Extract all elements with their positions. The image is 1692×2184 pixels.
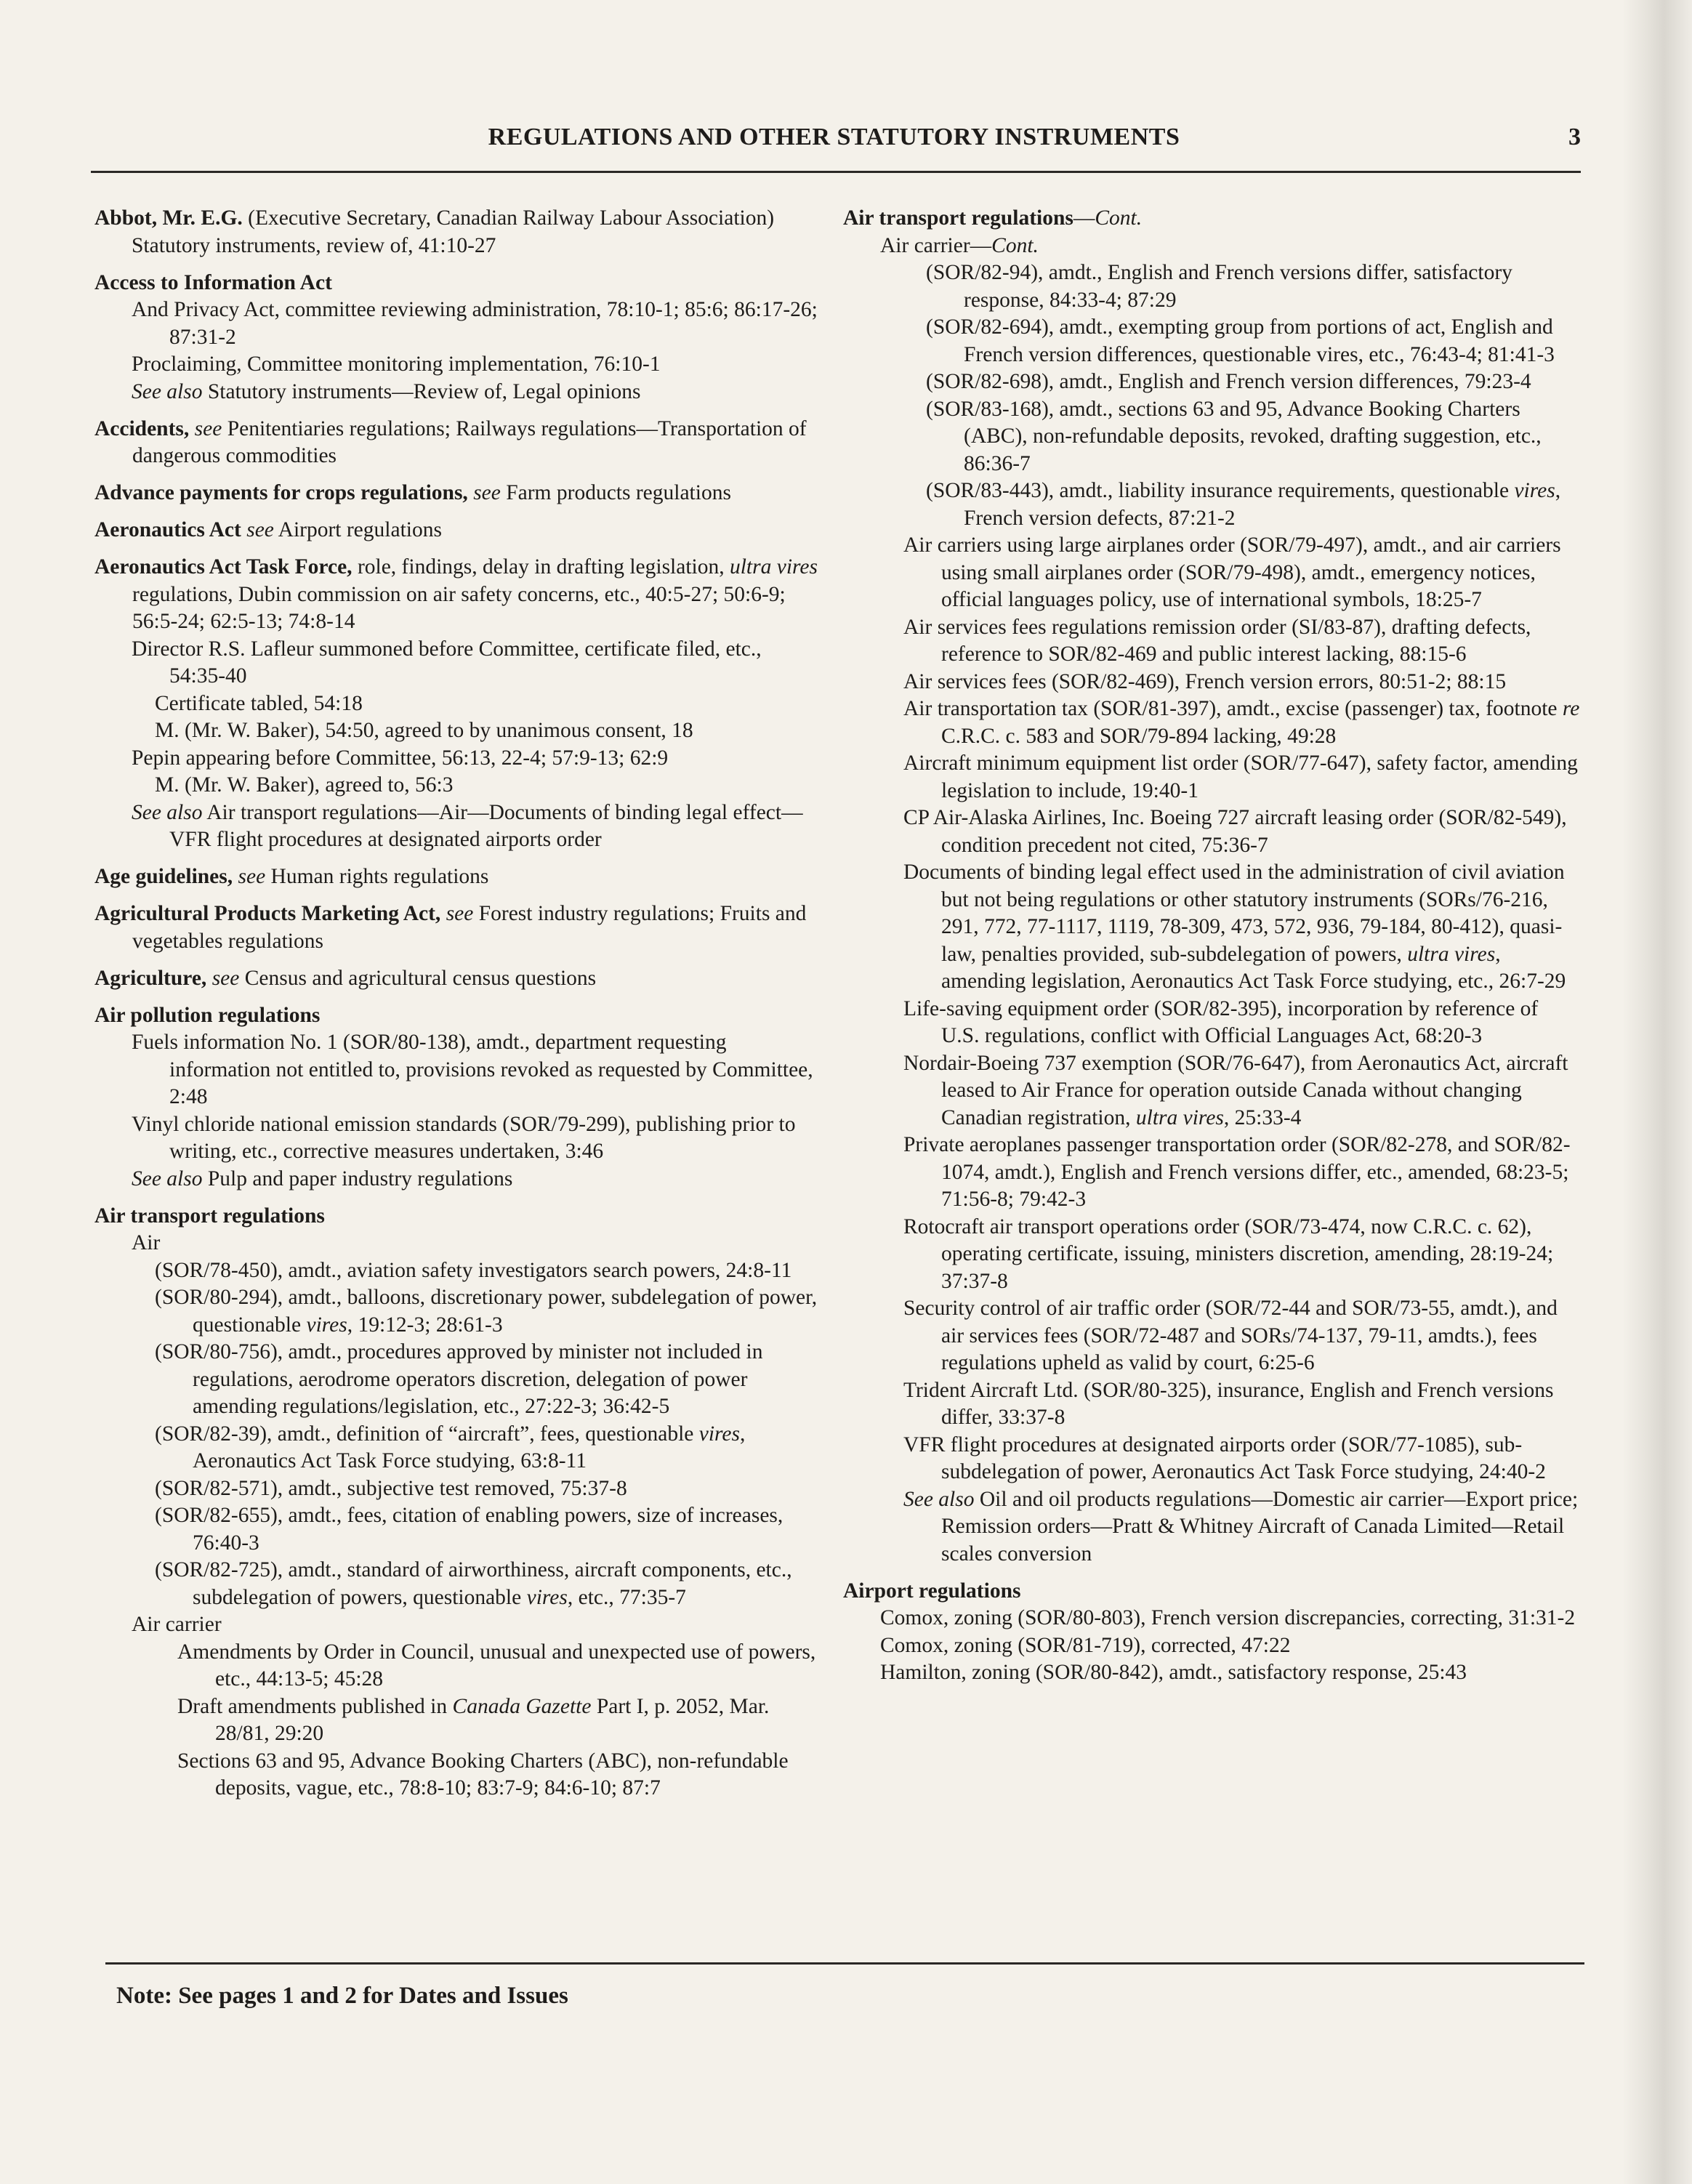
footer-note: Note: See pages 1 and 2 for Dates and Issues xyxy=(116,1983,568,2009)
index-entry xyxy=(94,1002,821,1193)
index-entry xyxy=(843,1578,1581,1687)
index-subentry: See also Oil and oil products regulations—Domestic air carrier—Export price; Remission orders—Pratt & Whitney Aircraft of Canada Limited—Retail scales conversion xyxy=(903,1487,1579,1566)
index-entry xyxy=(94,270,821,406)
index-subentry: (SOR/82-655), amdt., fees, citation of enabling powers, size of increases, 76:40-3 xyxy=(155,1504,783,1555)
index-entry xyxy=(94,480,821,507)
index-subentry: Certificate tabled, 54:18 xyxy=(155,691,363,715)
index-subentry: CP Air-Alaska Airlines, Inc. Boeing 727 aircraft leasing order (SOR/82-549), condition precedent not cited, 75:36-7 xyxy=(903,806,1567,857)
index-subentry: (SOR/83-443), amdt., liability insurance requirements, questionable vires, French version defects, 87:21-2 xyxy=(926,479,1561,530)
page-title: REGULATIONS AND OTHER STATUTORY INSTRUMENTS xyxy=(488,124,1180,150)
index-subentry: VFR flight procedures at designated airports order (SOR/77-1085), sub-subdelegation of power, Aeronautics Act Task Force studying, 24:40-2 xyxy=(903,1433,1546,1483)
index-subentry: Nordair-Boeing 737 exemption (SOR/76-647), from Aeronautics Act, aircraft leased to Air France for operation outside Canada without changing Canadian registration, ultra vires, 25:33-4 xyxy=(903,1051,1568,1129)
index-column-right xyxy=(843,205,1581,1696)
binding-gutter xyxy=(1622,0,1692,2184)
index-subentry: Air carrier xyxy=(132,1613,222,1636)
page-number: 3 xyxy=(1568,124,1581,150)
index-subentry: Air carrier—Cont. xyxy=(880,233,1039,257)
index-subentry: Pepin appearing before Committee, 56:13, 22-4; 57:9-13; 62:9 xyxy=(132,746,669,770)
index-entry xyxy=(94,517,821,544)
index-subentry: Air services fees regulations remission order (SI/83-87), drafting defects, reference to SOR/82-469 and public interest lacking, 88:15-6 xyxy=(903,615,1531,666)
index-entry xyxy=(94,205,821,259)
index-subentry: (SOR/83-168), amdt., sections 63 and 95, Advance Booking Charters (ABC), non-refundable deposits, revoked, drafting suggestion, etc., 86:36-7 xyxy=(926,397,1542,475)
running-header xyxy=(87,124,1581,167)
index-subentry: Statutory instruments, review of, 41:10-27 xyxy=(132,233,496,257)
index-subentry: Amendments by Order in Council, unusual and unexpected use of powers, etc., 44:13-5; 45:28 xyxy=(177,1640,816,1691)
index-heading: Age guidelines, see Human rights regulations xyxy=(94,865,489,888)
index-heading: Access to Information Act xyxy=(94,270,332,294)
index-subentry: (SOR/82-94), amdt., English and French versions differ, satisfactory response, 84:33-4; 87:29 xyxy=(926,261,1512,312)
index-subentry: Director R.S. Lafleur summoned before Committee, certificate filed, etc., 54:35-40 xyxy=(132,637,762,688)
index-subentry: (SOR/82-725), amdt., standard of airworthiness, aircraft components, etc., subdelegation of powers, questionable vires, etc., 77:35-7 xyxy=(155,1558,792,1609)
index-subentry: Fuels information No. 1 (SOR/80-138), amdt., department requesting information not entitled to, provisions revoked as requested by Committee, 2:48 xyxy=(132,1031,813,1108)
index-subentry: See also Air transport regulations—Air—Documents of binding legal effect—VFR flight procedures at designated airports order xyxy=(132,800,803,851)
index-subentry: Documents of binding legal effect used in the administration of civil aviation but not being regulations or other statutory instruments (SORs/76-216, 291, 772, 77-1117, 1119, 78-309, 473, 572, 936, 79-184, 80-412), quasi-law, penalties provided, sub-subdelegation of powers, ultra vires, amending legislation, Aeronautics Act Task Force studying, etc., 26:7-29 xyxy=(903,861,1566,993)
index-subentry: Private aeroplanes passenger transportation order (SOR/82-278, and SOR/82-1074, amdt.), English and French versions differ, etc., amended, 68:23-5; 71:56-8; 79:42-3 xyxy=(903,1133,1571,1211)
index-subentry: (SOR/82-571), amdt., subjective test removed, 75:37-8 xyxy=(155,1476,627,1500)
index-subentry: Trident Aircraft Ltd. (SOR/80-325), insurance, English and French versions differ, 33:37-8 xyxy=(903,1378,1554,1429)
index-heading: Agricultural Products Marketing Act, see Forest industry regulations; Fruits and vegetables regulations xyxy=(94,902,807,953)
index-subentry: Draft amendments published in Canada Gazette Part I, p. 2052, Mar. 28/81, 29:20 xyxy=(177,1694,770,1745)
index-heading: Accidents, see Penitentiaries regulations; Railways regulations—Transportation of dangerous commodities xyxy=(94,416,807,467)
index-heading: Airport regulations xyxy=(843,1579,1021,1603)
index-subentry: Comox, zoning (SOR/80-803), French version discrepancies, correcting, 31:31-2 xyxy=(880,1606,1576,1629)
index-column-left xyxy=(94,205,821,1812)
index-subentry: See also Pulp and paper industry regulations xyxy=(132,1166,513,1190)
index-subentry: Sections 63 and 95, Advance Booking Charters (ABC), non-refundable deposits, vague, etc., 78:8-10; 83:7-9; 84:6-10; 87:7 xyxy=(177,1749,789,1800)
index-heading: Air transport regulations—Cont. xyxy=(843,206,1143,230)
index-heading: Aeronautics Act Task Force, role, findings, delay in drafting legislation, ultra vires regulations, Dubin commission on air safety concerns, etc., 40:5-27; 50:6-9; 56:5-24; 62:5-13; 74:8-14 xyxy=(94,555,818,633)
header-rule xyxy=(91,171,1581,173)
index-heading: Aeronautics Act see Airport regulations xyxy=(94,518,442,541)
index-subentry: Air transportation tax (SOR/81-397), amdt., excise (passenger) tax, footnote re C.R.C. c. 583 and SOR/79-894 lacking, 49:28 xyxy=(903,697,1580,748)
index-subentry: Rotocraft air transport operations order (SOR/73-474, now C.R.C. c. 62), operating certificate, issuing, ministers discretion, amending, 28:19-24; 37:37-8 xyxy=(903,1214,1554,1293)
index-heading: Air transport regulations xyxy=(94,1204,325,1228)
index-subentry: Comox, zoning (SOR/81-719), corrected, 47:22 xyxy=(880,1633,1291,1657)
index-subentry: M. (Mr. W. Baker), 54:50, agreed to by unanimous consent, 18 xyxy=(155,719,693,742)
index-subentry: M. (Mr. W. Baker), agreed to, 56:3 xyxy=(155,773,454,797)
index-subentry: Air services fees (SOR/82-469), French version errors, 80:51-2; 88:15 xyxy=(903,669,1507,693)
index-subentry: (SOR/82-698), amdt., English and French version differences, 79:23-4 xyxy=(926,370,1531,393)
index-heading: Abbot, Mr. E.G. (Executive Secretary, Canadian Railway Labour Association) xyxy=(94,206,775,230)
index-subentry: See also Statutory instruments—Review of, Legal opinions xyxy=(132,379,641,403)
index-entry xyxy=(843,205,1581,1568)
index-subentry: Air carriers using large airplanes order (SOR/79-497), amdt., and air carriers using small airplanes order (SOR/79-498), amdt., emergency notices, official languages policy, use of international symbols, 18:25-7 xyxy=(903,533,1561,611)
index-subentry: (SOR/82-694), amdt., exempting group from portions of act, English and French version differences, questionable vires, etc., 76:43-4; 81:41-3 xyxy=(926,315,1555,366)
index-heading: Agriculture, see Census and agricultural census questions xyxy=(94,966,597,990)
index-heading: Advance payments for crops regulations, see Farm products regulations xyxy=(94,481,731,504)
index-subentry: (SOR/80-756), amdt., procedures approved by minister not included in regulations, aerodrome operators discretion, delegation of power amending regulations/legislation, etc., 27:22-3; 36:42-5 xyxy=(155,1340,763,1418)
index-subentry: Security control of air traffic order (SOR/72-44 and SOR/73-55, amdt.), and air services fees (SOR/72-487 and SORs/74-137, 79-11, amdts.), fees regulations upheld as valid by court, 6:25-6 xyxy=(903,1297,1558,1374)
index-entry xyxy=(94,863,821,891)
index-subentry: Proclaiming, Committee monitoring implementation, 76:10-1 xyxy=(132,352,661,376)
index-subentry: Aircraft minimum equipment list order (SOR/77-647), safety factor, amending legislation to include, 19:40-1 xyxy=(903,751,1578,802)
footer-rule xyxy=(105,1962,1584,1965)
index-subentry: (SOR/80-294), amdt., balloons, discretionary power, subdelegation of power, questionable vires, 19:12-3; 28:61-3 xyxy=(155,1286,818,1337)
index-entry xyxy=(94,554,821,854)
index-subentry: (SOR/78-450), amdt., aviation safety investigators search powers, 24:8-11 xyxy=(155,1258,792,1282)
index-heading: Air pollution regulations xyxy=(94,1003,321,1027)
index-entry xyxy=(94,965,821,993)
index-subentry: Air xyxy=(132,1231,161,1254)
index-subentry: And Privacy Act, committee reviewing administration, 78:10-1; 85:6; 86:17-26; 87:31-2 xyxy=(132,298,818,349)
index-entry xyxy=(94,900,821,955)
index-subentry: Life-saving equipment order (SOR/82-395), incorporation by reference of U.S. regulations, conflict with Official Languages Act, 68:20-3 xyxy=(903,996,1539,1047)
index-entry xyxy=(94,1203,821,1802)
index-subentry: Hamilton, zoning (SOR/80-842), amdt., satisfactory response, 25:43 xyxy=(880,1661,1467,1684)
index-subentry: Vinyl chloride national emission standards (SOR/79-299), publishing prior to writing, etc., corrective measures undertaken, 3:46 xyxy=(132,1112,796,1163)
index-entry xyxy=(94,416,821,470)
index-subentry: (SOR/82-39), amdt., definition of “aircraft”, fees, questionable vires, Aeronautics Act Task Force studying, 63:8-11 xyxy=(155,1422,746,1472)
